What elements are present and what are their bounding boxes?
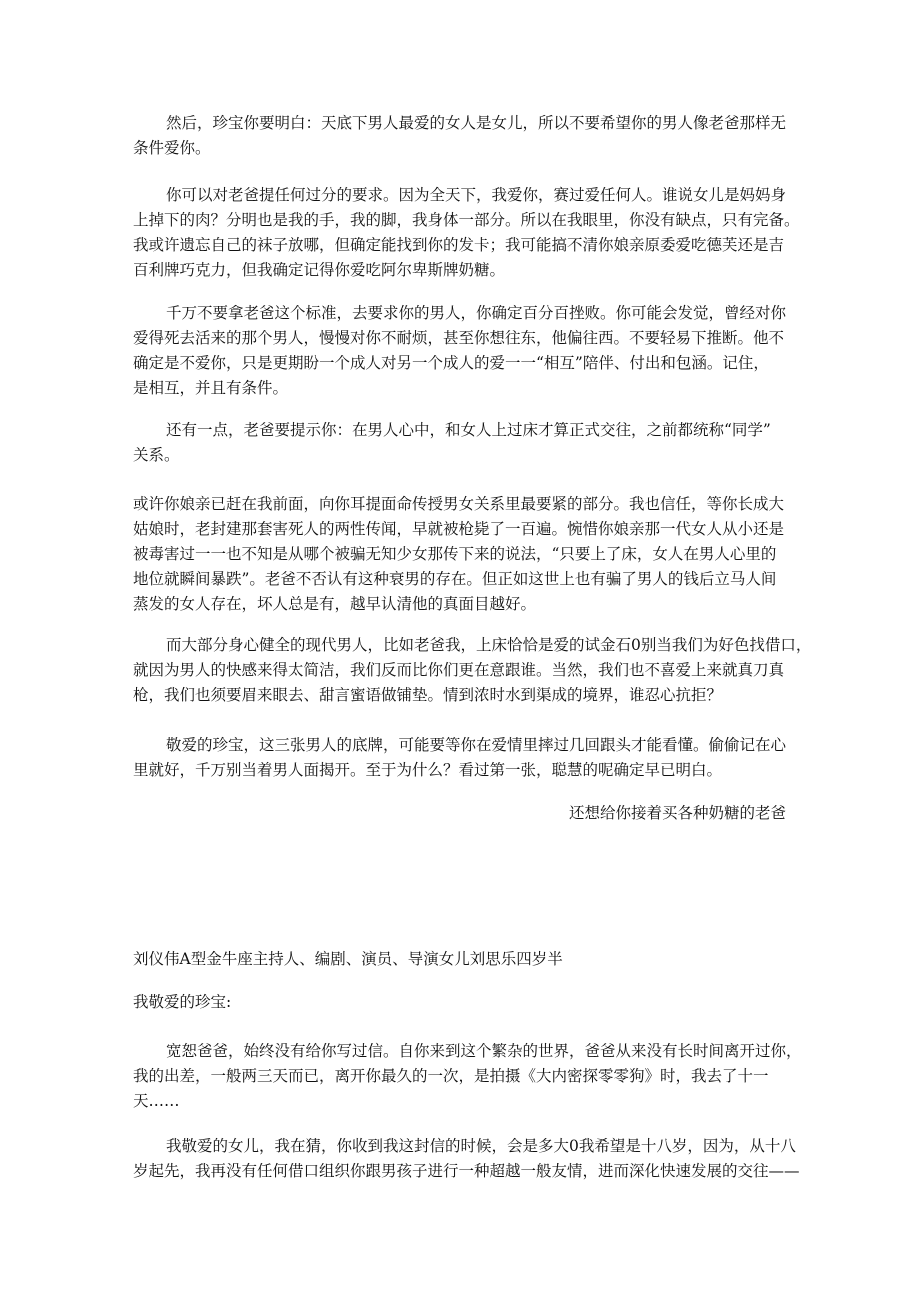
paragraph-4 [133, 418, 793, 468]
paragraph-7 [133, 733, 793, 783]
text-line: 岁起先，我再没有任何借口组织你跟男孩子进行一种超越一般友情，进而深化快速发展的交往—— [133, 1162, 800, 1180]
text-line: 确定是不爱你，只是更期盼一个成人对另一个成人的爱一一“相互”陪伴、付出和包涵。记住， [133, 354, 769, 372]
text-line: 被毒害过一一也不知是从哪个被骗无知少女那传下来的说法，“只要上了床，女人在男人心里的 [133, 545, 777, 563]
text-line: 就因为男人的快感来得太简洁，我们反而比你们更在意跟谁。当然，我们也不喜爱上来就真刀真 [133, 661, 785, 679]
text-line: 爱得死去活来的那个男人，慢慢对你不耐烦，甚至你想往东，他偏往西。不要轻易下推断。他不 [133, 329, 785, 347]
text-line: 关系。 [133, 446, 180, 464]
text-line: 天…… [133, 1092, 180, 1110]
text-line: 条件爱你。 [133, 139, 211, 157]
text-line: 宽恕爸爸，始终没有给你写过信。自你来到这个繁杂的世界，爸爸从来没有长时间离开过你， [166, 1042, 802, 1060]
text-line: 百利牌巧克力，但我确定记得你爱吃阿尔卑斯牌奶糖。 [133, 261, 506, 279]
text-line: 姑娘时，老封建那套害死人的两性传闻，早就被枪毙了一百遍。惋惜你娘亲那一代女人从小还是 [133, 520, 785, 538]
text-line: 而大部分身心健全的现代男人，比如老爸我，上床恰恰是爱的试金石0别当我们为好色找借口， [166, 636, 812, 654]
text-line: 或许你娘亲已赶在我前面，向你耳提面命传授男女关系里最要紧的部分。我也信任，等你长成大 [133, 495, 785, 513]
text-line: 你可以对老爸提任何过分的要求。因为全天下，我爱你，赛过爱任何人。谁说女儿是妈妈身 [166, 186, 787, 204]
text-line: 还有一点，老爸要提示你：在男人心中，和女人上过床才算正式交往，之前都统称“同学” [166, 421, 771, 439]
text-line: 枪，我们也须要眉来眼去、甜言蜜语做铺垫。情到浓时水到渠成的境界，谁忍心抗拒？ [133, 686, 723, 704]
text-line: 蒸发的女人存在，坏人总是有，越早认清他的真面目越好。 [133, 595, 537, 613]
paragraph-8 [133, 1039, 802, 1114]
paragraph-5 [133, 492, 793, 617]
signature: 还想给你接着买各种奶糖的老爸 [568, 804, 786, 822]
text-line: 我敬爱的女儿，我在猜，你收到我这封信的时候，会是多大0我希望是十八岁，因为，从十八 [166, 1137, 796, 1155]
text-line: 里就好，千万别当着男人面揭开。至于为什么？看过第一张，聪慧的呢确定早已明白。 [133, 761, 723, 779]
header-line: 刘仪伟A型金牛座主持人、编剧、演员、导演女儿刘思乐四岁半 [133, 950, 563, 968]
text-line: 是相互，并且有条件。 [133, 379, 289, 397]
paragraph-1 [133, 111, 793, 161]
text-line: 然后，珍宝你要明白：天底下男人最爱的女人是女儿，所以不要希望你的男人像老爸那样无 [166, 114, 787, 132]
paragraph-6 [133, 633, 812, 708]
text-line: 敬爱的珍宝，这三张男人的底牌，可能要等你在爱情里摔过几回跟头才能看懂。偷偷记在心 [166, 736, 787, 754]
text-line: 千万不要拿老爸这个标准，去要求你的男人，你确定百分百挫败。你可能会发觉，曾经对你 [166, 304, 787, 322]
text-line: 我的出差，一般两三天而已，离开你最久的一次，是拍摄《大内密探零零狗》时，我去了十一 [133, 1067, 769, 1085]
text-line: 地位就瞬间暴跌”。老爸不否认有这种衰男的存在。但正如这世上也有骗了男人的钱后立马人间 [133, 570, 777, 588]
salutation: 我敬爱的珍宝: [133, 993, 232, 1011]
text-line: 我或许遗忘自己的袜子放哪，但确定能找到你的发卡；我可能搞不清你娘亲原委爱吃德芙还是吉 [133, 236, 785, 254]
paragraph-2 [133, 183, 800, 283]
paragraph-9 [133, 1134, 800, 1184]
paragraph-3 [133, 301, 793, 401]
text-line: 上掉下的肉？分明也是我的手，我的脚，我身体一部分。所以在我眼里，你没有缺点，只有完备。 [133, 211, 800, 229]
